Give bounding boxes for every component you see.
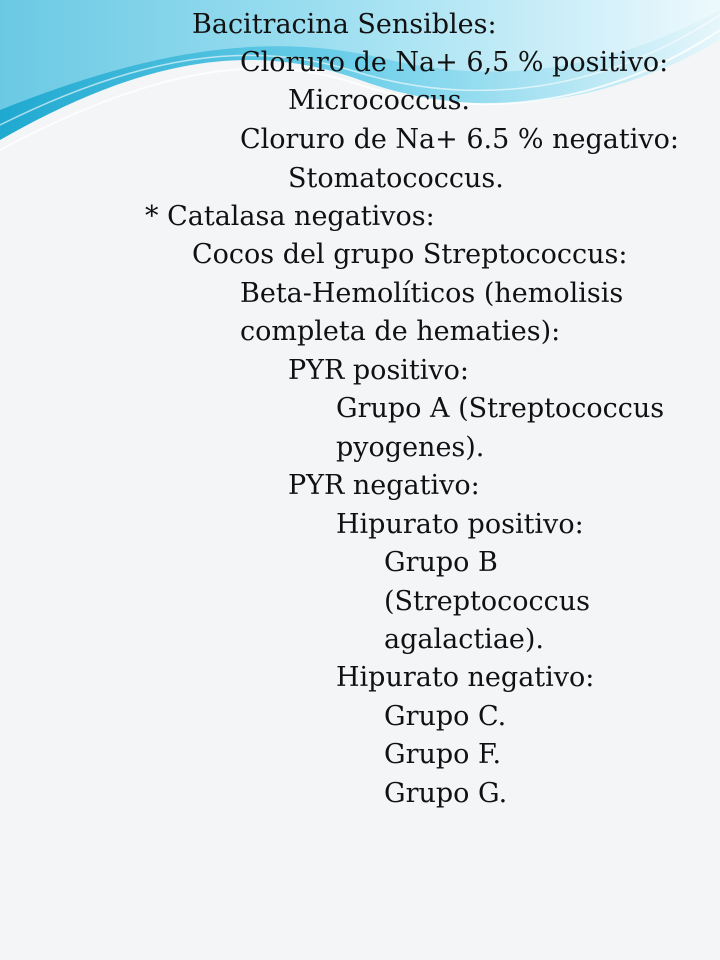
text-line-grupo-a: Grupo A (Streptococcus xyxy=(336,393,665,424)
text-line-hipurato-positivo: Hipurato positivo: xyxy=(336,509,584,540)
text-line-grupo-f: Grupo F. xyxy=(384,739,502,770)
text-line-cloruro-negativo: Cloruro de Na+ 6.5 % negativo: xyxy=(240,124,679,155)
text-line-micrococcus: Micrococcus. xyxy=(288,85,471,116)
text-line-grupo-c: Grupo C. xyxy=(384,701,507,732)
text-line-hipurato-negativo: Hipurato negativo: xyxy=(336,662,595,693)
text-line-streptococcus: (Streptococcus xyxy=(384,586,591,617)
text-line-agalactiae: agalactiae). xyxy=(384,624,545,655)
text-line-grupo-g: Grupo G. xyxy=(384,778,508,809)
text-line-cocos-streptococcus: Cocos del grupo Streptococcus: xyxy=(192,239,628,270)
text-line-catalasa-negativos: * Catalasa negativos: xyxy=(145,201,435,232)
text-line-pyogenes: pyogenes). xyxy=(336,432,485,463)
text-line-bacitracina-sensibles: Bacitracina Sensibles: xyxy=(192,9,497,40)
text-line-stomatococcus: Stomatococcus. xyxy=(288,163,504,194)
text-line-pyr-positivo: PYR positivo: xyxy=(288,355,470,386)
text-line-cloruro-positivo: Cloruro de Na+ 6,5 % positivo: xyxy=(240,47,669,78)
text-line-beta-hemoliticos: Beta-Hemolíticos (hemolisis xyxy=(240,278,624,309)
text-line-completa-hematies: completa de hematies): xyxy=(240,316,561,347)
text-line-pyr-negativo: PYR negativo: xyxy=(288,470,480,501)
text-line-grupo-b: Grupo B xyxy=(384,547,498,578)
